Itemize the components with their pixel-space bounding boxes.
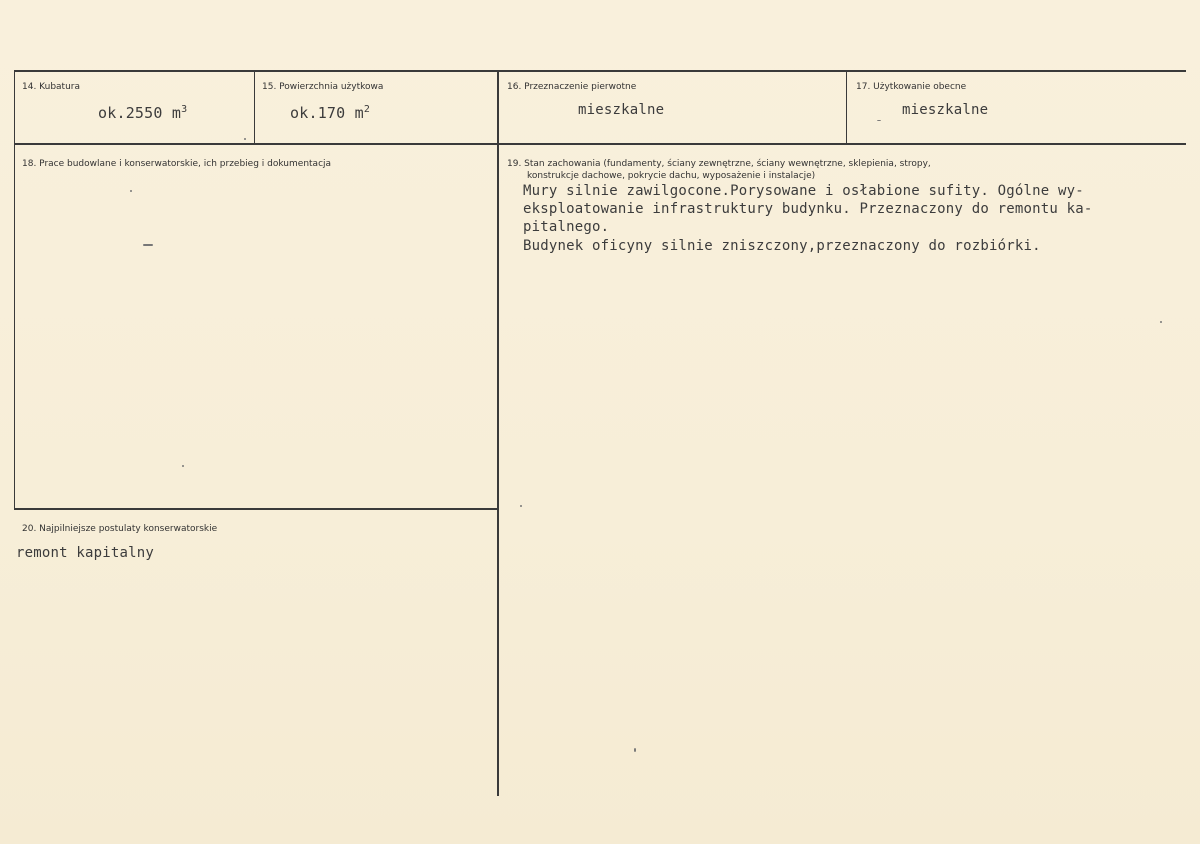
field-14-label: 14. Kubatura <box>22 82 81 92</box>
field-18-label: 18. Prace budowlane i konserwatorskie, ich przebieg i dokumentacja <box>22 159 332 169</box>
paper-mark <box>1160 321 1162 323</box>
field-14-unit-exponent: 3 <box>181 104 188 115</box>
field-19-text-line-2: eksploatowanie infrastruktury budynku. Przeznaczony do remontu ka- <box>523 201 1093 217</box>
field-19-text-line-3: pitalnego. <box>523 219 610 235</box>
field-20-label: 20. Najpilniejsze postulaty konserwatorskie <box>22 524 218 534</box>
left-border-line <box>14 70 15 510</box>
top-border-line <box>14 70 1186 72</box>
field-19-label-line1: 19. Stan zachowania (fundamenty, ściany zewnętrzne, ściany wewnętrzne, sklepienia, stropy, <box>507 159 931 169</box>
field-20-value: remont kapitalny <box>16 545 155 561</box>
field-19-text-line-4: Budynek oficyny silnie zniszczony,przeznaczony do rozbiórki. <box>523 238 1041 254</box>
field-19-text-line-1: Mury silnie zawilgocone.Porysowane i osłabione sufity. Ogólne wy- <box>523 183 1084 199</box>
field-17-value: mieszkalne <box>902 102 989 118</box>
field-14-value <box>98 104 187 122</box>
field-15-label: 15. Powierzchnia użytkowa <box>262 82 384 92</box>
paper-mark <box>130 190 132 192</box>
field-15-unit-exponent: 2 <box>363 104 371 115</box>
field-16-label: 16. Przeznaczenie pierwotne <box>507 82 637 92</box>
divider-16-17 <box>846 70 847 144</box>
field-16-value: mieszkalne <box>578 102 665 118</box>
center-vertical-line <box>497 70 499 796</box>
paper-mark <box>143 244 153 246</box>
paper-mark <box>182 465 184 467</box>
header-divider-line <box>14 143 1186 145</box>
field-19-label-line2: konstrukcje dachowe, pokrycie dachu, wyposażenie i instalacje) <box>527 171 816 181</box>
field-14-value-text: ok.2550 m <box>98 104 182 122</box>
paper-mark <box>634 748 636 752</box>
field-17-label: 17. Użytkowanie obecne <box>856 82 967 92</box>
divider-14-15 <box>254 70 255 144</box>
paper-mark <box>877 120 881 121</box>
field-15-value <box>290 104 370 122</box>
paper-mark <box>520 505 522 507</box>
section-18-20-divider <box>14 508 498 510</box>
field-15-value-text: ok.170 m <box>290 104 364 122</box>
paper-mark <box>244 138 246 140</box>
